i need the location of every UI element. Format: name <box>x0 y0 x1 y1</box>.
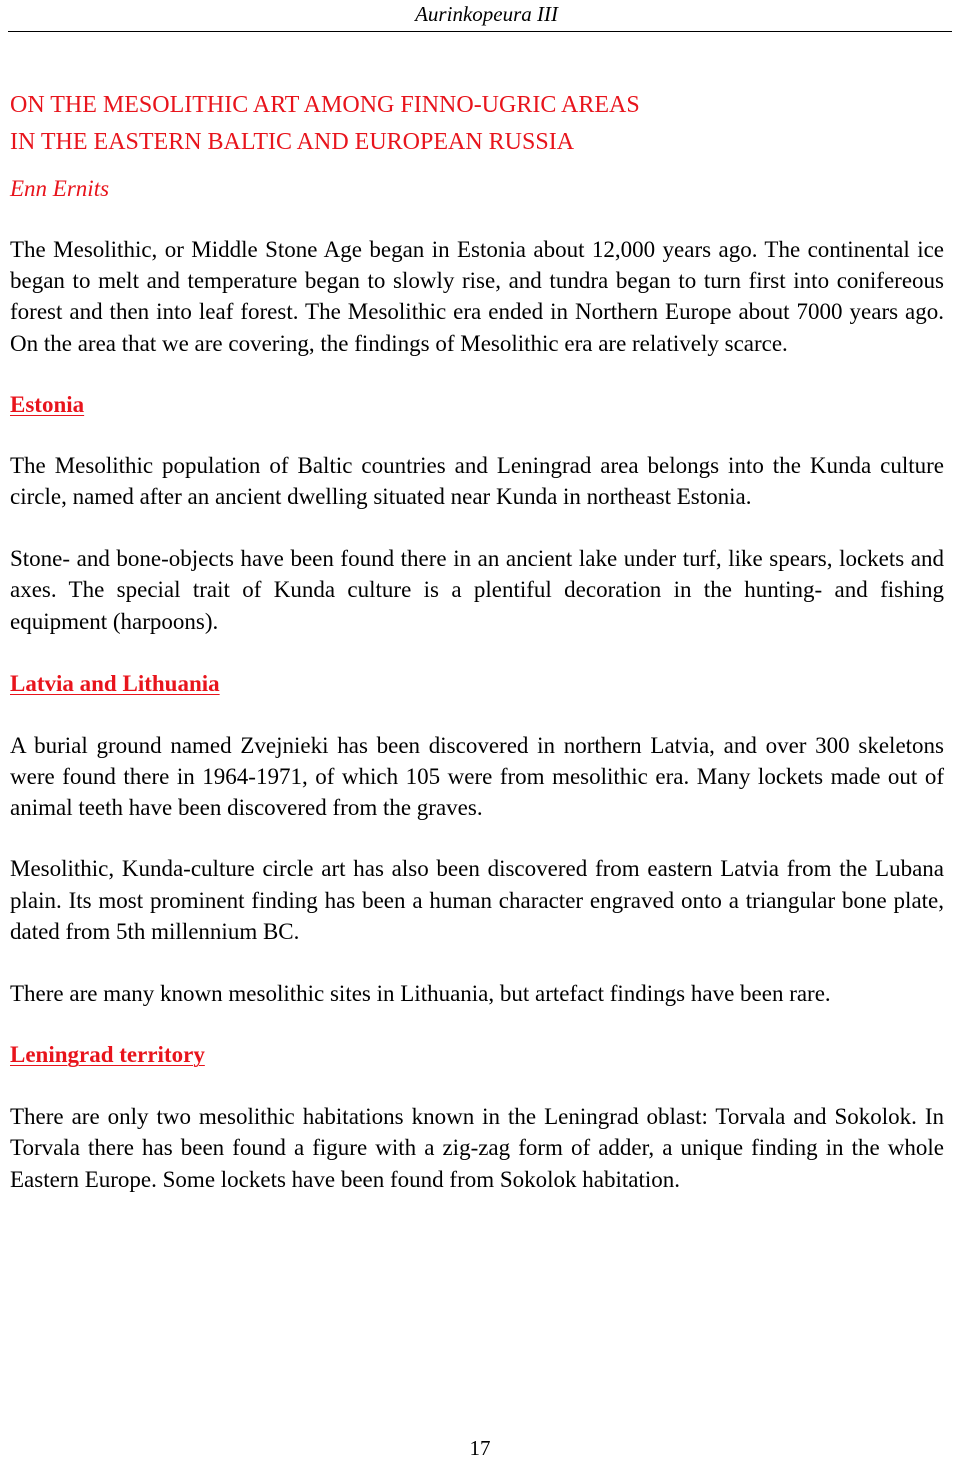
paragraph-latvia-2: Mesolithic, Kunda-culture circle art has also been discovered from eastern Latvia from the Lubana plain. Its most prominent finding has been a human character engraved onto a triangular bone plate, dated from 5th millennium BC. <box>10 856 944 944</box>
section-heading-latvia-lithuania-text: Latvia and Lithuania <box>10 670 220 696</box>
section-heading-latvia-lithuania <box>10 668 944 699</box>
paragraph-estonia-2: Stone- and bone-objects have been found there in an ancient lake under turf, like spears, lockets and axes. The special trait of Kunda culture is a plentiful decoration in the hunting- and fishing equipment (harpoons). <box>10 546 944 634</box>
paragraph-estonia-1: The Mesolithic population of Baltic countries and Leningrad area belongs into the Kunda culture circle, named after an ancient dwelling situated near Kunda in northeast Estonia. <box>10 452 944 510</box>
section-heading-leningrad <box>10 1039 944 1070</box>
article-title-line-2: IN THE EASTERN BALTIC AND EUROPEAN RUSSIA <box>10 129 575 155</box>
paragraph-lithuania: There are many known mesolithic sites in Lithuania, but artefact findings have been rare. <box>10 981 831 1007</box>
paragraph-latvia-1: A burial ground named Zvejnieki has been discovered in northern Latvia, and over 300 skeletons were found there in 1964-1971, of which 105 were from mesolithic era. Many lockets made out of animal teeth have been discovered from the graves. <box>10 732 944 821</box>
running-header: Aurinkopeura III <box>415 2 558 26</box>
section-heading-leningrad-text: Leningrad territory <box>10 1042 205 1068</box>
page-number: 17 <box>469 1436 491 1460</box>
paragraph-leningrad: There are only two mesolithic habitations known in the Leningrad oblast: Torvala and Sokolok. In Torvala there has been found a figure with a zig-zag form of adder, a unique finding in the whole Eastern Europe. Some lockets have been found from Sokolok habitation. <box>10 1104 944 1192</box>
article-title-line-1: ON THE MESOLITHIC ART AMONG FINNO-UGRIC AREAS <box>10 92 640 118</box>
section-heading-estonia <box>10 389 944 420</box>
article-author: Enn Ernits <box>10 176 110 201</box>
article-title <box>10 87 944 161</box>
article-body <box>10 87 944 1195</box>
header-divider <box>8 31 952 32</box>
section-heading-estonia-text: Estonia <box>10 391 85 417</box>
intro-paragraph: The Mesolithic, or Middle Stone Age began in Estonia about 12,000 years ago. The continental ice began to melt and temperature began to slowly rise, and tundra began to turn first into conifereous forest and then into leaf forest. The Mesolithic era ended in Northern Europe about 7000 years ago. On the area that we are covering, the findings of Mesolithic era are relatively scarce. <box>10 237 944 356</box>
